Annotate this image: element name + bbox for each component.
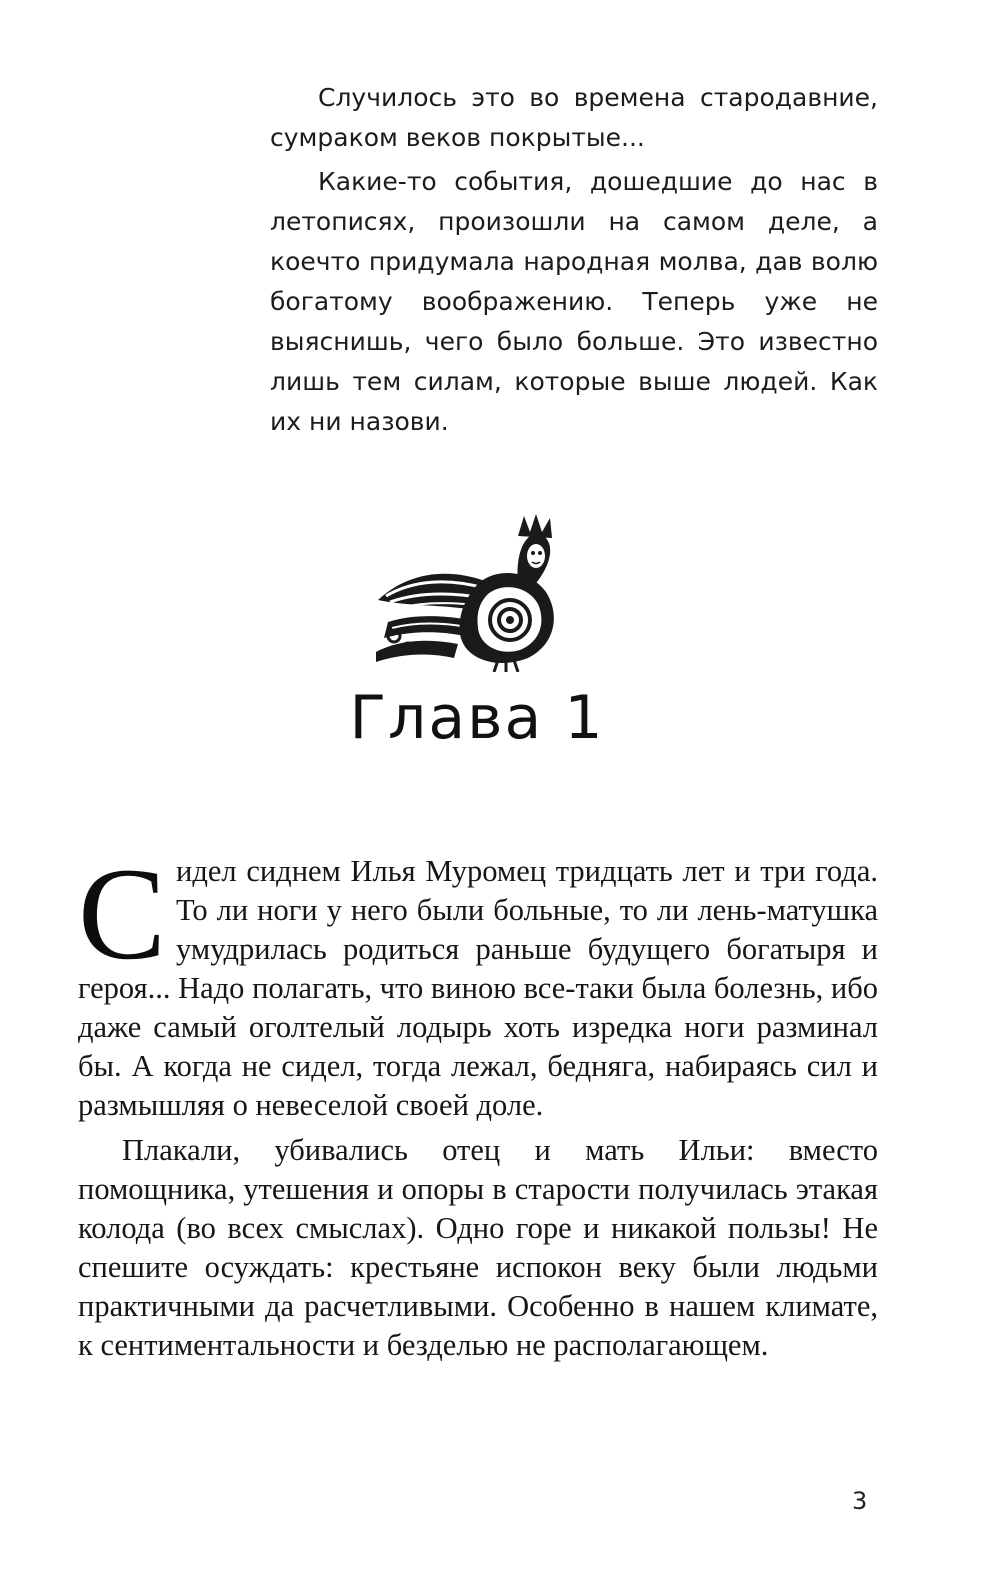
chapter-title: Глава 1 — [349, 683, 605, 753]
page-number: 3 — [852, 1487, 868, 1515]
drop-cap: С — [78, 840, 167, 987]
body-paragraph-1 — [78, 840, 878, 1125]
sirin-bird-icon — [368, 512, 568, 672]
chapter-body — [78, 840, 878, 1365]
epigraph-paragraph-2: Какие-то события, дошедшие до нас в летописях, произошли на самом деле, а коечто придумала народная молва, дав волю богатому воображению. Теперь уже не выяснишь, чего было больше. Это известно лишь тем силам, которые выше людей. Как их ни назови. — [270, 167, 878, 436]
body-paragraph-1-text: идел сиднем Илья Муромец тридцать лет и три года. То ли ноги у него были больные, то ли лень-матушка умудрилась родиться раньше будущего богатыря и героя... Надо полагать, что виною все-таки была болезнь, ибо даже самый оголтелый лодырь хоть изредка ноги разминал бы. А когда не сидел, тогда лежал, бедняга, набираясь сил и размышляя о невеселой своей доле. — [78, 854, 878, 1122]
body-paragraph-2: Плакали, убивались отец и мать Ильи: вместо помощника, утешения и опоры в старости получилась этакая колода (во всех смыслах). Одно горе и никакой пользы! Не спешите осуждать: крестьяне испокон веку были людьми практичными да расчетливыми. Особенно в нашем климате, к сентиментальности и безделью не располагающем. — [78, 1133, 878, 1362]
epigraph — [270, 78, 878, 442]
epigraph-paragraph-1: Случилось это во времена стародавние, сумраком веков покрытые... — [270, 83, 878, 152]
